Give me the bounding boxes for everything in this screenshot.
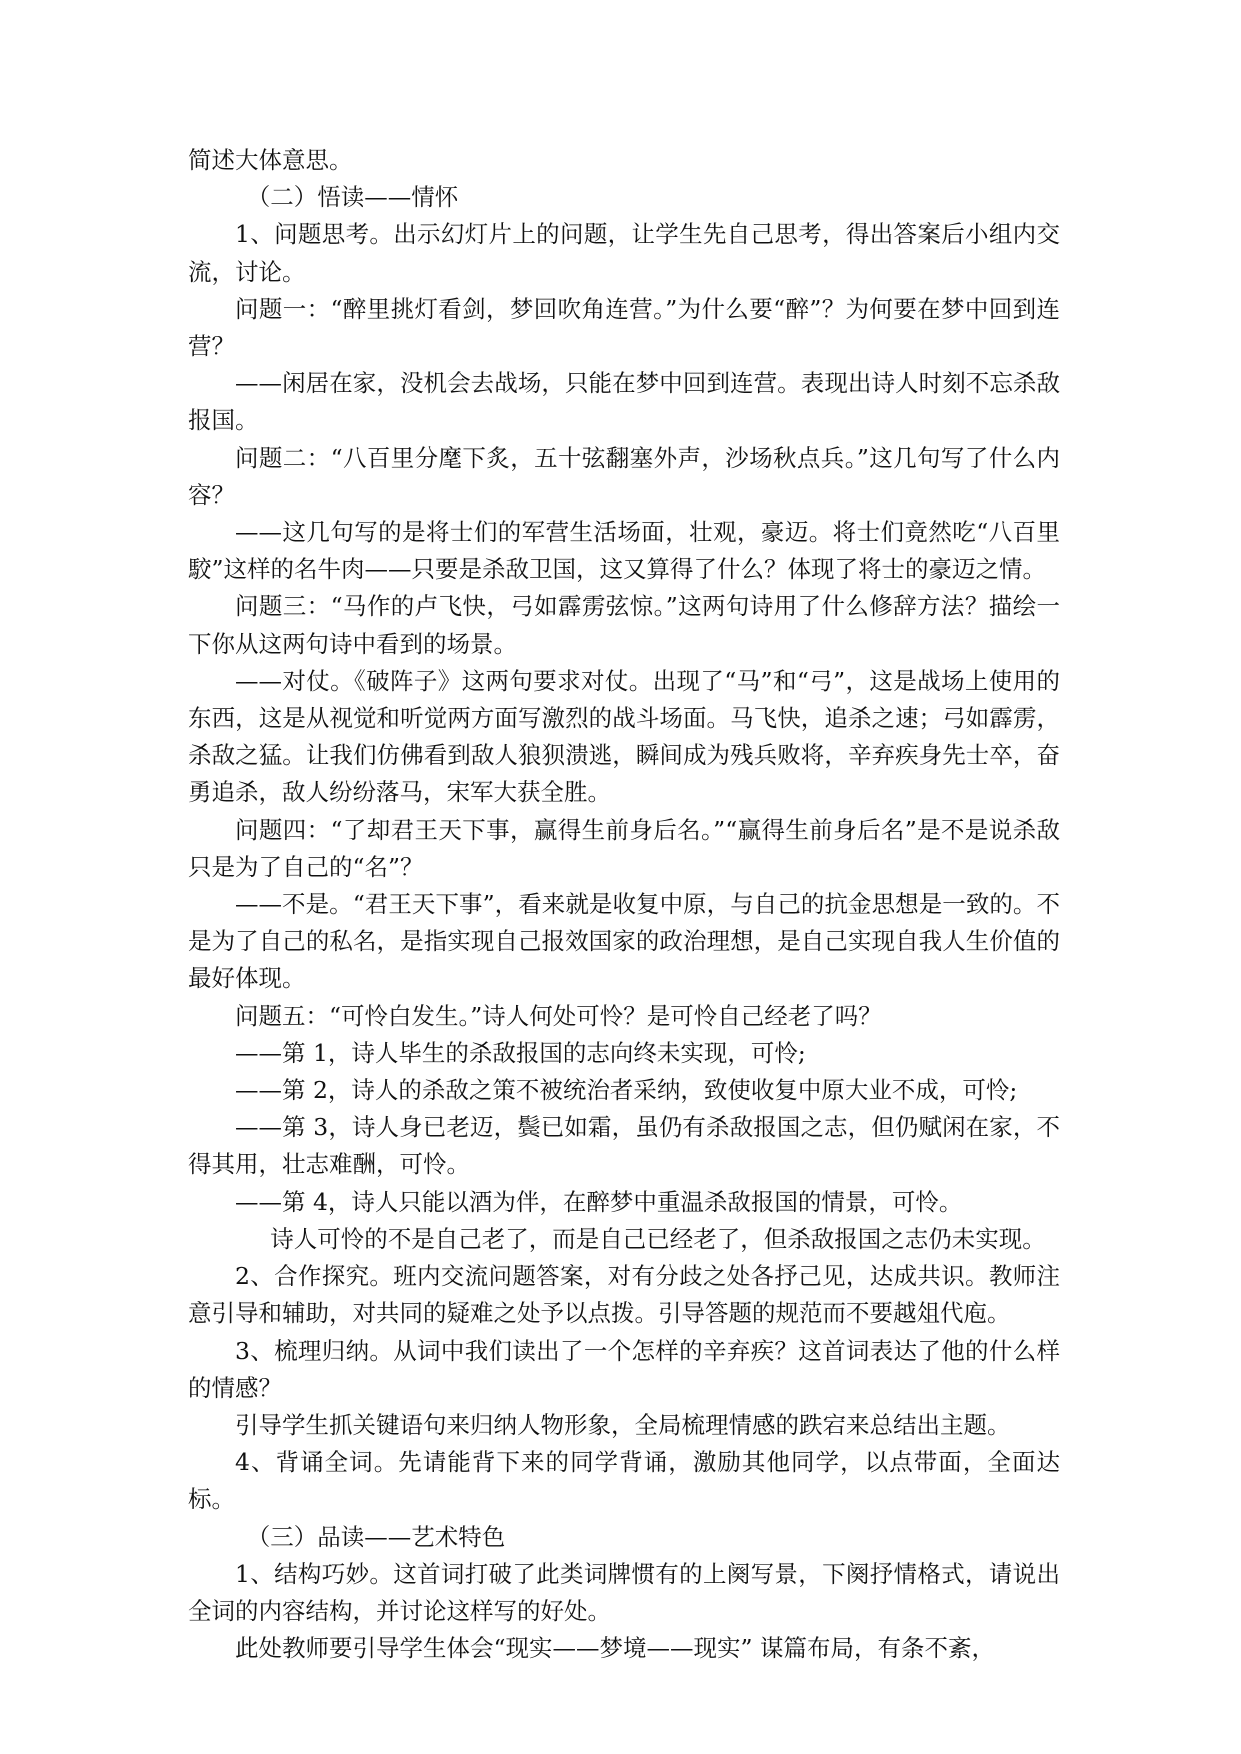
answer-paragraph: ——第 1，诗人毕生的杀敌报国的志向终未实现，可怜;: [235, 1038, 806, 1067]
paragraph: 引导学生抓关键语句来归纳人物形象，全局梳理情感的跌宕来总结出主题。: [235, 1410, 1011, 1439]
answer-paragraph: ——第 3，诗人身已老迈，鬓已如霜，虽仍有杀敌报国之志，但仍赋闲在家，不得其用，壮志难酬，可怜。: [188, 1113, 1060, 1179]
question-paragraph: 问题一：“醉里挑灯看剑，梦回吹角连营。”为什么要“醉”？为何要在梦中回到连营？: [188, 294, 1060, 361]
question-paragraph: 问题三：“马作的卢飞快，弓如霹雳弦惊。”这两句诗用了什么修辞方法？描绘一下你从这两句诗中看到的场景。: [188, 592, 1060, 658]
question-paragraph: 问题五：“可怜白发生。”诗人何处可怜？是可怜自己经老了吗？: [235, 1001, 882, 1030]
summary-paragraph: 诗人可怜的不是自己老了，而是自己已经老了，但杀敌报国之志仍未实现。: [270, 1224, 1046, 1253]
paragraph: 1、结构巧妙。这首词打破了此类词牌惯有的上阕写景，下阕抒情格式，请说出全词的内容结构，并讨论这样写的好处。: [188, 1559, 1060, 1625]
section-heading: （二）悟读——情怀: [246, 183, 459, 212]
paragraph: 2、合作探究。班内交流问题答案，对有分歧之处各抒己见，达成共识。教师注意引导和辅助，对共同的疑难之处予以点拨。引导答题的规范而不要越俎代庖。: [188, 1262, 1060, 1328]
answer-paragraph: ——对仗。《破阵子》这两句要求对仗。出现了“马”和“弓”，这是战场上使用的东西，这是从视觉和听觉两方面写激烈的战斗场面。马飞快，追杀之速；弓如霹雳，杀敌之猛。让我们仿佛看到敌人狼狈溃逃，瞬间成为残兵败将，辛弃疾身先士卒，奋勇追杀，敌人纷纷落马，宋军大获全胜。: [188, 666, 1060, 807]
paragraph: 3、梳理归纳。从词中我们读出了一个怎样的辛弃疾？这首词表达了他的什么样的情感？: [188, 1336, 1060, 1402]
answer-paragraph: ——闲居在家，没机会去战场，只能在梦中回到连营。表现出诗人时刻不忘杀敌报国。: [188, 369, 1060, 435]
question-paragraph: 问题四：“了却君王天下事，赢得生前身后名。”“赢得生前身后名”是不是说杀敌只是为了自己的“名”？: [188, 815, 1060, 881]
answer-paragraph: ——这几句写的是将士们的军营生活场面，壮观，豪迈。将士们竟然吃“八百里駮”这样的名牛肉——只要是杀敌卫国，这又算得了什么？体现了将士的豪迈之情。: [188, 518, 1060, 584]
question-paragraph: 问题二：“八百里分麾下炙，五十弦翻塞外声，沙场秋点兵。”这几句写了什么内容？: [188, 443, 1060, 509]
paragraph: 4、背诵全词。先请能背下来的同学背诵，激励其他同学，以点带面，全面达标。: [188, 1448, 1060, 1514]
answer-paragraph: ——不是。“君王天下事”，看来就是收复中原，与自己的抗金思想是一致的。不是为了自己的私名，是指实现自己报效国家的政治理想，是自己实现自我人生价值的最好体现。: [188, 890, 1060, 993]
answer-paragraph: ——第 2，诗人的杀敌之策不被统治者采纳，致使收复中原大业不成，可怜;: [235, 1076, 1018, 1105]
paragraph: 1、问题思考。出示幻灯片上的问题，让学生先自己思考，得出答案后小组内交流，讨论。: [188, 220, 1060, 286]
document-body: [188, 142, 1060, 1667]
paragraph: 此处教师要引导学生体会“现实——梦境——现实” 谋篇布局，有条不紊，: [235, 1634, 995, 1663]
paragraph: 简述大体意思。: [188, 146, 353, 174]
section-heading: （三）品读——艺术特色: [246, 1522, 506, 1551]
answer-paragraph: ——第 4，诗人只能以酒为伴，在醉梦中重温杀敌报国的情景，可怜。: [235, 1187, 963, 1216]
